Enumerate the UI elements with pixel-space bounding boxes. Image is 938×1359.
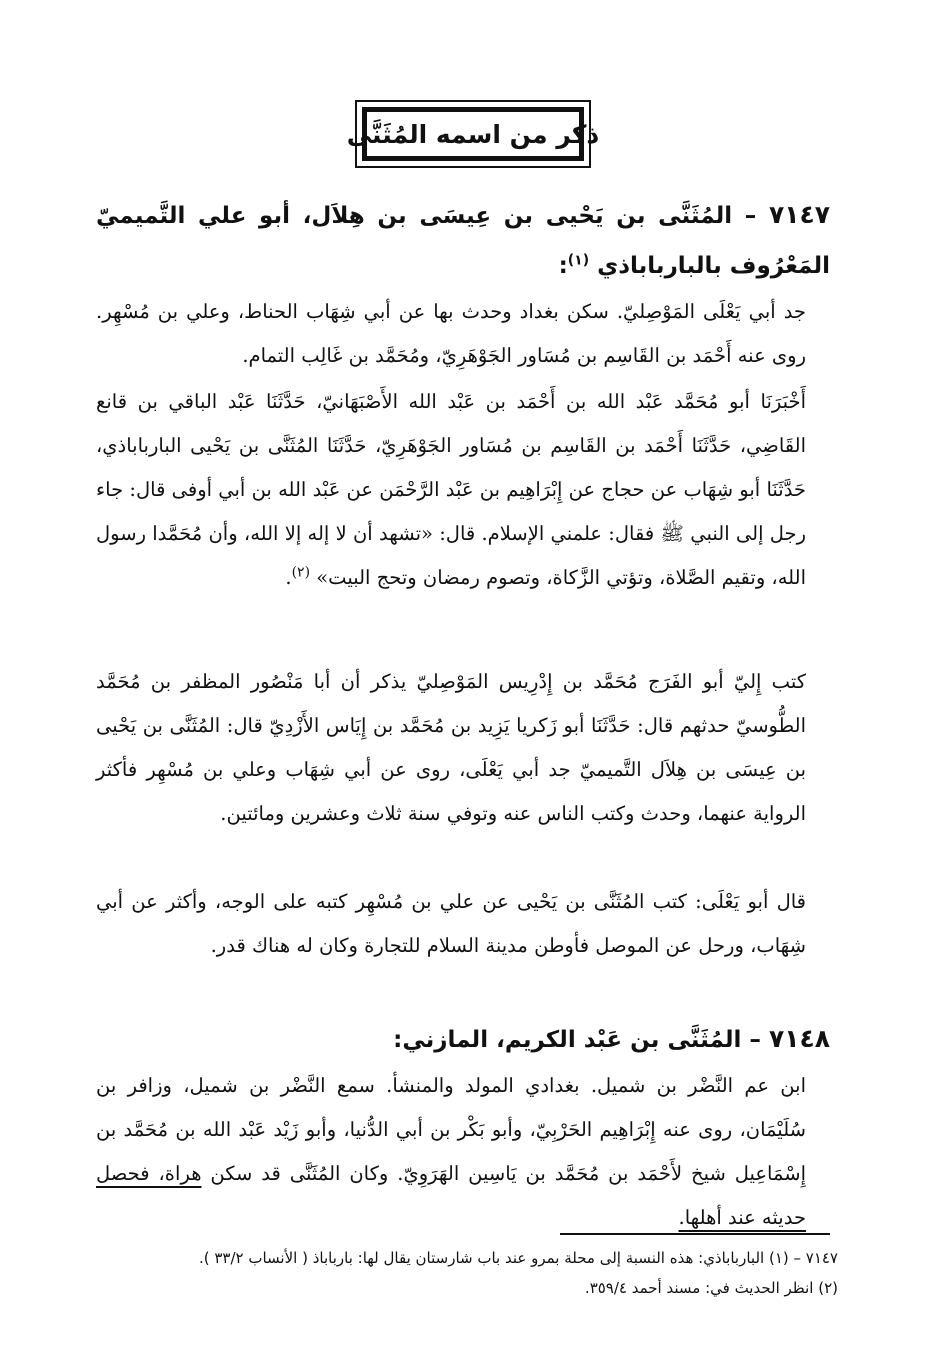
entry-heading-text: – المُثَنَّى بن عَبْد الكريم، المازني [402,1027,761,1053]
hadith-period: . [285,566,292,589]
chapter-title-inner-border [346,107,600,161]
chapter-title: ذكر من اسمه المُثَنَّى [346,119,600,149]
footnote-2: (٢) انظر الحديث في: مسند أحمد ٣٥٩/٤. [584,1279,838,1297]
entry-heading-7148 [96,1014,830,1065]
paragraph-hadith [96,380,830,600]
paragraph-abu-yala: قال أبو يَعْلَى: كتب المُثَنَّى بن يَحْيى عن علي بن مُسْهِر كتبه على الوجه، وأكثر عن أبي شِهَاب، ورحل عن الموصل فأوطن مدينة السلام للتجارة وكان له هناك قدر. [96,890,806,957]
paragraph-main-text: ابن عم النَّضْر بن شميل. بغدادي المولد والمنشأ. سمع النَّضْر بن شميل، وزافر بن سُلَيْمَان، روى عنه إِبْرَاهِيم الحَرْبِيّ، وأبو بَكْر بن أبي الدُّنيا، وأبو زَيْد عَبْد الله بن مُحَمَّد بن إِسْمَاعِيل شيخ لأَحْمَد بن مُحَمَّد بن يَاسِين الهَرَوِيّ. وكان المُثَنَّى قد سكن [96,1074,806,1185]
heading-colon: : [393,1027,403,1053]
paragraph-bio: جد أبي يَعْلَى المَوْصِليّ. سكن بغداد وحدث بها عن أبي شِهَاب الحناط، وعلي بن مُسْهِر. روى عنه أَحْمَد بن القَاسِم بن مُسَاور الجَوْهَرِيّ، ومُحَمَّد بن غَالِب التمام. [96,300,806,367]
paragraph-report: كتب إِليّ أبو الفَرَج مُحَمَّد بن إِدْرِيس المَوْصِليّ يذكر أن أبا مَنْصُور المظفر بن مُحَمَّد الطُّوسيّ حدثهم قال: حَدَّثَنَا أبو زَكريا يَزِيد بن مُحَمَّد بن إِيَاس الأَزْدِيّ قال: المُثَنَّى بن يَحْيى بن عِيسَى بن هِلاَل التَّميميّ جد أبي يَعْلَى، روى عن أبي شِهَاب وعلي بن مُسْهِر فأكثر الرواية عنهما، وحدث وكتب الناس عنه وتوفي سنة ثلاث وعشرين ومائتين. [96,670,806,825]
footnote-1: ٧١٤٧ – (١) البارباباذي: هذه النسبة إلى محلة بمرو عند باب شارستان يقال لها: بارباباذ ( الأنساب ٣٣/٢ ). [198,1249,838,1267]
footnote-marker: (٢) [291,564,311,581]
entry-number: ٧١٤٧ [768,200,830,229]
entry-number: ٧١٤٨ [768,1024,830,1053]
paragraph-muthanna-mazini [96,1064,830,1240]
chapter-title-frame [346,100,600,168]
footnote-divider [560,1233,830,1235]
entry-heading-7147 [96,190,830,291]
footnote-marker: (١) [567,252,590,269]
heading-colon: : [558,253,568,279]
hadith-text: أَخْبَرَنَا أبو مُحَمَّد عَبْد الله بن أَحْمَد بن عَبْد الله الأَصْبَهَانيّ، حَدَّثَنَا عَبْد الباقي بن قانع القَاضِي، حَدَّثَنَا أَحْمَد بن القَاسِم بن مُسَاور الجَوْهَرِيّ، حَدَّثَنَا المُثَنَّى بن يَحْيى البارباباذي، حَدَّثَنَا أبو شِهَاب عن حجاج عن إِبْرَاهِيم بن عَبْد الرَّحْمَن عن عَبْد الله بن أبي أوفى قال: جاء رجل إلى النبي ﷺ فقال: علمني الإسلام. قال: «تشهد أن لا إله إلا الله، وأن مُحَمَّدا رسول الله، وتقيم الصَّلاة، وتؤتي الزَّكاة، وتصوم رمضان وتحج البيت» [96,390,806,589]
footnotes [96,1243,838,1303]
entry-heading-text: – المُثَنَّى بن يَحْيى بن عِيسَى بن هِلاَل، أبو علي التَّميميّ المَعْرُوف بالبارباباذي [96,203,830,279]
paragraph-last-line: هراة، فحصل حديثه عند أهلها. [96,1162,806,1229]
